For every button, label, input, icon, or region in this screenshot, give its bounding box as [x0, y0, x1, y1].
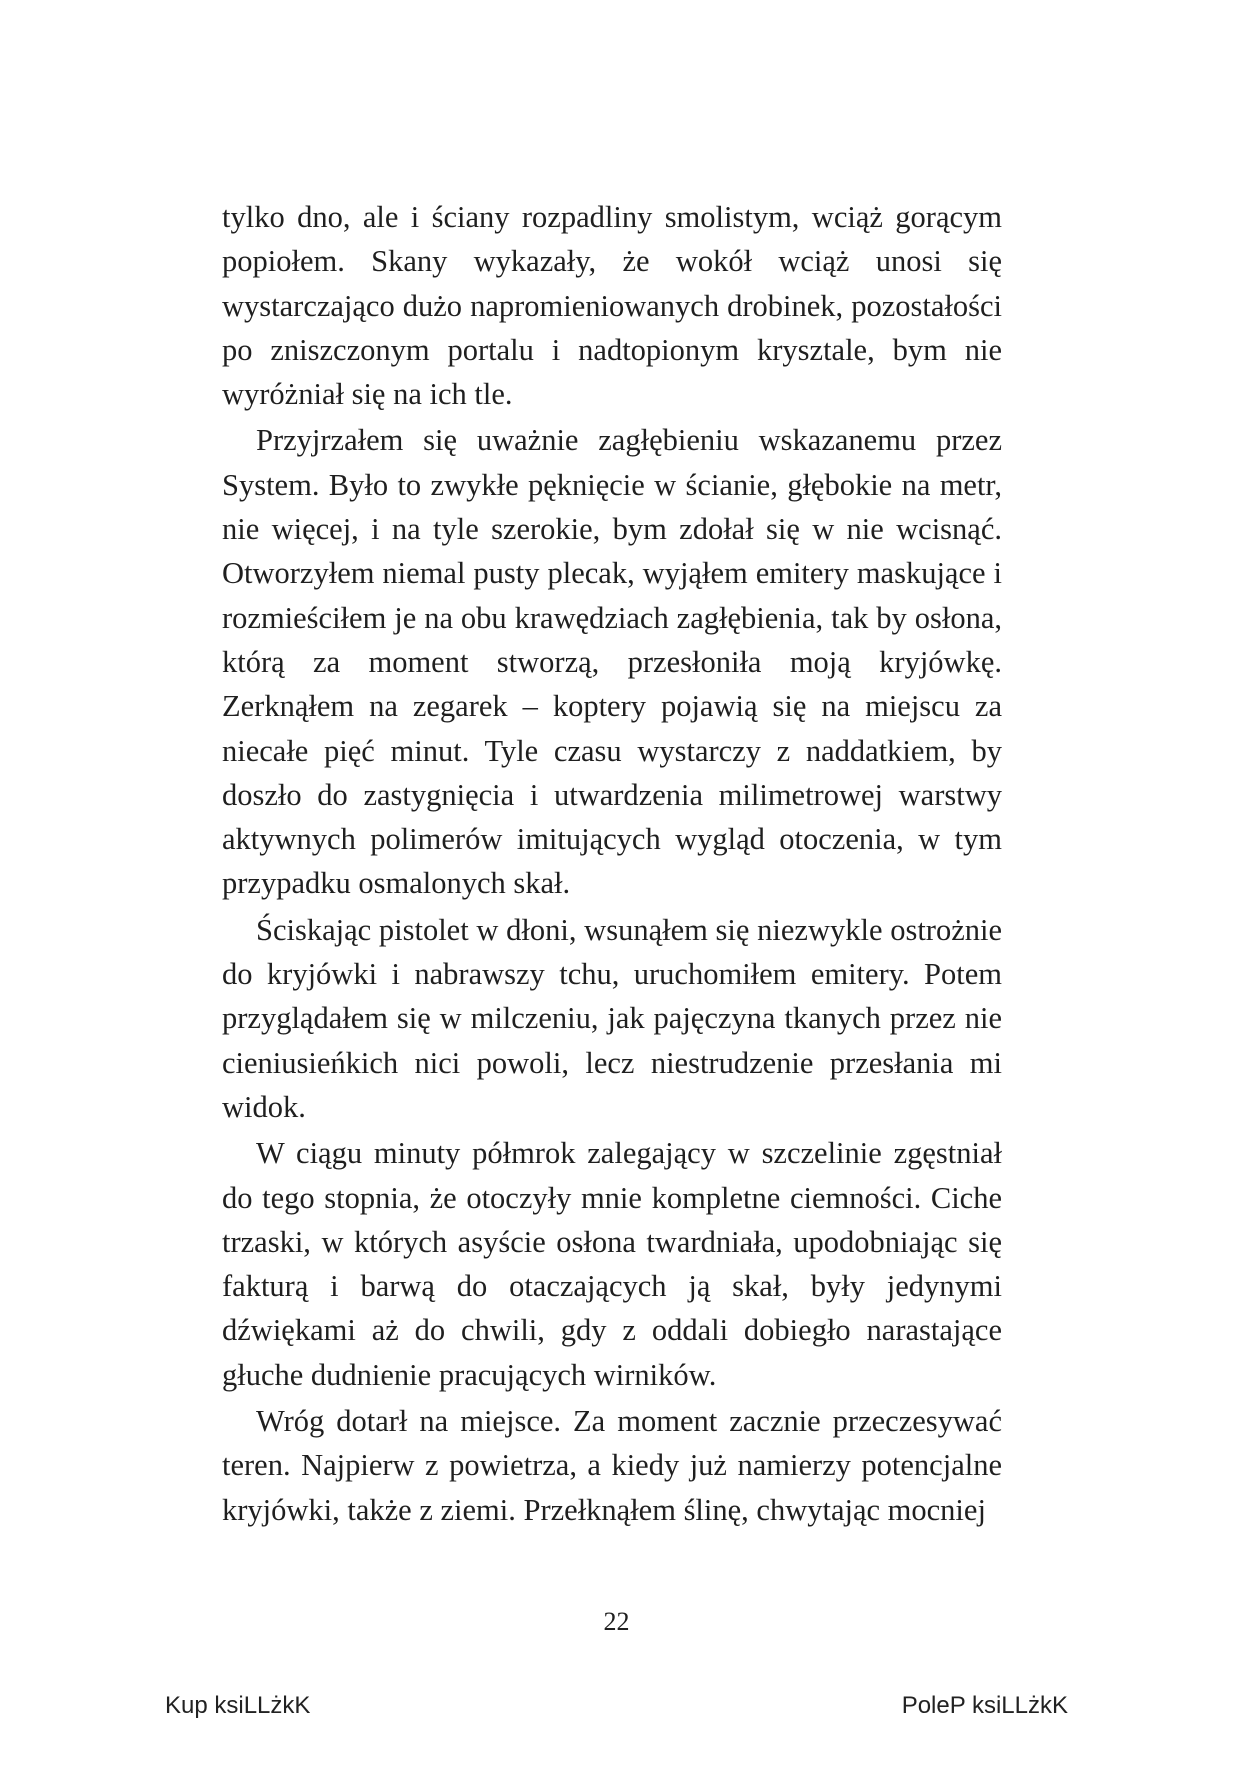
footer-recommend-book-link[interactable]: PoleP ksiLLżkK [901, 1692, 1068, 1719]
paragraph-5: Wróg dotarł na miejsce. Za moment zacznie przeczesywać teren. Najpierw z powietrza, a kiedy już namierzy potencjalne kryjówki, także z ziemi. Przełknąłem ślinę, chwytając mocniej [222, 1404, 1002, 1527]
paragraph-3: Ściskając pistolet w dłoni, wsunąłem się niezwykle ostrożnie do kryjówki i nabrawszy tchu, uruchomiłem emitery. Potem przyglądałem się w milczeniu, jak pajęczyna tkanych przez nie cieniusieńkich nici powoli, lecz niestrudzenie przesłania mi widok. [222, 912, 1002, 1124]
body-text [222, 195, 1002, 1532]
paragraph-2: Przyjrzałem się uważnie zagłębieniu wskazanemu przez System. Było to zwykłe pęknięcie w ścianie, głębokie na metr, nie więcej, i na tyle szerokie, bym zdołał się w nie wcisnąć. Otworzyłem niemal pusty plecak, wyjąłem emitery maskujące i rozmieściłem je na obu krawędziach zagłębienia, tak by osłona, którą za moment stworzą, przesłoniła moją kryjówkę. Zerknąłem na zegarek – koptery pojawią się na miejscu za niecałe pięć minut. Tyle czasu wystarczy z naddatkiem, by doszło do zastygnięcia i utwardzenia milimetrowej warstwy aktywnych polimerów imitujących wygląd otoczenia, w tym przypadku osmalonych skał. [222, 423, 1002, 901]
paragraph-4: W ciągu minuty półmrok zalegający w szczelinie zgęstniał do tego stopnia, że otoczyły mnie kompletne ciemności. Ciche trzaski, w których asyście osłona twardniała, upodobniając się fakturą i barwą do otaczających ją skał, były jedynymi dźwiękami aż do chwili, gdy z oddali dobiegło narastające głuche dudnienie pracujących wirników. [222, 1136, 1002, 1392]
footer-buy-book-link[interactable]: Kup ksiLLżkK [165, 1692, 311, 1719]
paragraph-1: tylko dno, ale i ściany rozpadliny smolistym, wciąż gorącym popiołem. Skany wykazały, że wokół wciąż unosi się wystarczająco dużo napromieniowanych drobinek, pozostałości po zniszczonym portalu i nadtopionym krysztale, bym nie wyróżniał się na ich tle. [222, 200, 1002, 412]
page-number: 22 [603, 1607, 630, 1636]
